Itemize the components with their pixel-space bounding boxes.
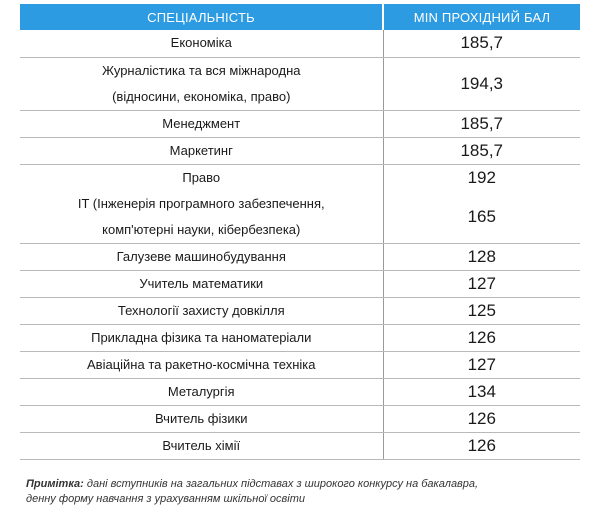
scores-table xyxy=(20,4,580,460)
table-header xyxy=(20,4,580,30)
specialty-cell xyxy=(20,378,383,405)
table-row xyxy=(20,324,580,351)
specialty-cell xyxy=(20,191,383,244)
specialty-name-line: Менеджмент xyxy=(162,115,241,131)
specialty-cell xyxy=(20,57,383,110)
min-score-cell: 126 xyxy=(383,324,580,351)
specialty-cell xyxy=(20,351,383,378)
specialty-name-line: Металургія xyxy=(167,383,235,399)
table-row xyxy=(20,378,580,405)
table-row xyxy=(20,30,580,57)
footnote-label: Примітка: xyxy=(26,478,84,490)
specialty-name-line: Право xyxy=(182,169,221,185)
specialty-name-line: Учитель математики xyxy=(139,275,264,291)
min-score-cell: 185,7 xyxy=(383,30,580,57)
footnote xyxy=(26,477,546,507)
min-score-cell: 128 xyxy=(383,243,580,270)
specialty-name-line: Авіаційна та ракетно-космічна техніка xyxy=(87,356,316,372)
min-score-cell: 127 xyxy=(383,270,580,297)
specialty-cell xyxy=(20,297,383,324)
header-specialty: СПЕЦІАЛЬНІСТЬ xyxy=(20,4,383,30)
table-row xyxy=(20,137,580,164)
specialty-name-line: Технології захисту довкілля xyxy=(117,302,285,318)
specialty-cell xyxy=(20,270,383,297)
min-score-cell: 165 xyxy=(383,191,580,244)
min-score-cell: 185,7 xyxy=(383,110,580,137)
specialty-cell xyxy=(20,405,383,432)
min-score-cell: 127 xyxy=(383,351,580,378)
table-row xyxy=(20,57,580,110)
table-row xyxy=(20,432,580,459)
table-row xyxy=(20,297,580,324)
specialty-cell xyxy=(20,432,383,459)
table-row xyxy=(20,405,580,432)
specialty-name-line: Галузеве машинобудування xyxy=(116,248,286,264)
specialty-cell xyxy=(20,164,383,191)
table-row xyxy=(20,191,580,244)
specialty-cell xyxy=(20,324,383,351)
table-row xyxy=(20,351,580,378)
header-min-score: MIN ПРОХІДНИЙ БАЛ xyxy=(383,4,580,30)
footnote-line-2: денну форму навчання з урахуванням шкільної освіти xyxy=(26,493,306,505)
min-score-cell: 126 xyxy=(383,432,580,459)
min-score-cell: 194,3 xyxy=(383,57,580,110)
specialty-cell xyxy=(20,110,383,137)
specialty-name-line: Прикладна фізика та наноматеріали xyxy=(91,329,312,345)
table-row xyxy=(20,110,580,137)
min-score-cell: 192 xyxy=(467,167,496,187)
specialty-name-line: Економіка xyxy=(170,35,232,51)
table-body xyxy=(20,30,580,459)
specialty-name-line: Вчитель фізики xyxy=(154,410,248,426)
specialty-name-line: комп'ютерні науки, кібербезпека) xyxy=(102,221,301,237)
specialty-name-line: Маркетинг xyxy=(169,142,233,158)
specialty-cell xyxy=(20,137,383,164)
specialty-name-line: IT (Інженерія програмного забезпечення, xyxy=(77,195,325,211)
min-score-cell: 134 xyxy=(383,378,580,405)
table-row xyxy=(20,164,580,191)
min-score-cell: 125 xyxy=(383,297,580,324)
specialty-name-line: Журналістика та вся міжнародна xyxy=(101,62,301,78)
table-row xyxy=(20,270,580,297)
footnote-line-1: дані вступників на загальних підставах з широкого конкурсу на бакалавра, xyxy=(83,478,479,490)
specialty-name-line: (відносини, економіка, право) xyxy=(112,88,291,104)
specialty-name-line: Вчитель хімії xyxy=(162,437,241,453)
min-score-cell: 185,7 xyxy=(383,137,580,164)
table-row xyxy=(20,243,580,270)
specialty-cell xyxy=(20,30,383,57)
min-score-cell: 126 xyxy=(383,405,580,432)
specialty-cell xyxy=(20,243,383,270)
